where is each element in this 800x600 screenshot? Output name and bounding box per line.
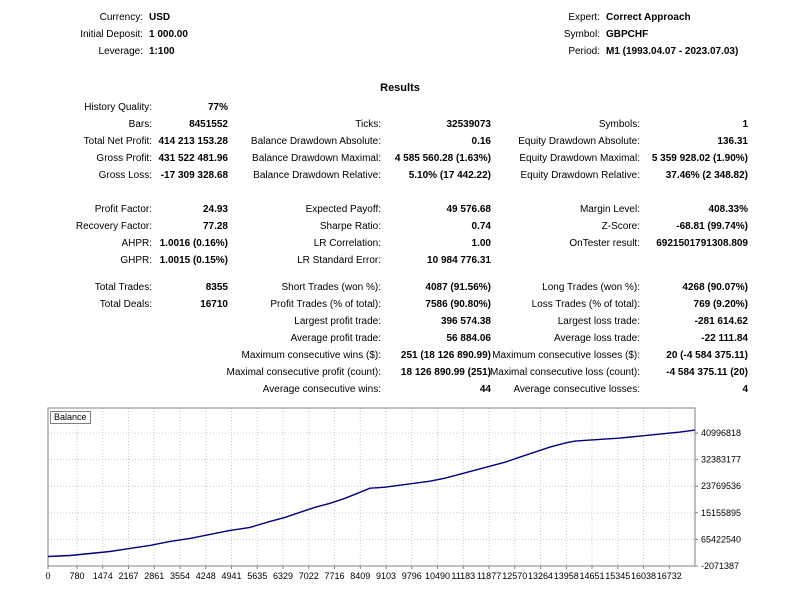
x-tick-label: 6329 bbox=[272, 571, 294, 581]
stat-label: Z-Score: bbox=[601, 221, 640, 232]
stat-label: GHPR: bbox=[120, 255, 152, 266]
stat-label: Total Net Profit: bbox=[83, 136, 152, 147]
stat-value: 77% bbox=[207, 102, 228, 113]
stat-value: 49 576.68 bbox=[446, 204, 491, 215]
x-tick-label: 16038 bbox=[631, 571, 657, 581]
stat-label: Maximal consecutive loss (count): bbox=[489, 367, 640, 378]
x-tick-label: 5635 bbox=[247, 571, 268, 581]
stat-label: Largest profit trade: bbox=[294, 316, 381, 327]
stat-value: 77.28 bbox=[202, 221, 228, 232]
stat-row bbox=[0, 116, 748, 133]
stat-label: Recovery Factor: bbox=[75, 221, 152, 232]
stat-label: Average loss trade: bbox=[554, 333, 640, 344]
stat-value: 18 126 890.99 (251) bbox=[400, 367, 491, 378]
leverage-label: Leverage: bbox=[98, 46, 143, 57]
stat-label: Profit Trades (% of total): bbox=[270, 299, 381, 310]
y-tick-label: 65422540 bbox=[701, 534, 742, 545]
stat-value: 0.16 bbox=[471, 136, 491, 147]
balance-chart bbox=[0, 400, 800, 600]
y-tick-label: 40996818 bbox=[701, 428, 742, 439]
stat-value: 32539073 bbox=[446, 119, 491, 130]
y-tick-label: -2071387 bbox=[701, 561, 740, 571]
stat-label: Bars: bbox=[128, 119, 152, 130]
stat-value: 5.10% (17 442.22) bbox=[408, 170, 491, 181]
stat-label: Balance Drawdown Maximal: bbox=[252, 153, 381, 164]
stat-row bbox=[0, 133, 748, 150]
stat-value: 37.46% (2 348.82) bbox=[665, 170, 748, 181]
stat-label: Average profit trade: bbox=[290, 333, 381, 344]
currency-label: Currency: bbox=[99, 12, 143, 23]
x-tick-label: 8409 bbox=[350, 571, 371, 581]
stat-row bbox=[0, 279, 748, 296]
stat-value: 8355 bbox=[205, 282, 228, 293]
x-tick-label: 9796 bbox=[401, 571, 422, 581]
stat-label: Equity Drawdown Absolute: bbox=[518, 136, 640, 147]
expert-value: Correct Approach bbox=[606, 12, 691, 23]
stat-label: Gross Profit: bbox=[96, 153, 152, 164]
stat-row bbox=[0, 99, 748, 116]
stat-label: Maximum consecutive wins ($): bbox=[241, 350, 381, 361]
stat-value: 5 359 928.02 (1.90%) bbox=[651, 153, 748, 164]
x-tick-label: 1474 bbox=[92, 571, 113, 581]
stat-value: 7586 (90.80%) bbox=[425, 299, 491, 310]
x-tick-label: 12570 bbox=[502, 571, 528, 581]
x-tick-label: 10490 bbox=[425, 571, 451, 581]
stat-row bbox=[0, 313, 748, 330]
stat-value: 16710 bbox=[200, 299, 228, 310]
stat-value: 8451552 bbox=[189, 119, 228, 130]
stat-value: -22 111.84 bbox=[701, 333, 748, 344]
stat-value: 4087 (91.56%) bbox=[425, 282, 491, 293]
symbol-label: Symbol: bbox=[563, 29, 600, 40]
stat-label: Margin Level: bbox=[579, 204, 640, 215]
x-tick-label: 2167 bbox=[118, 571, 139, 581]
stat-value: -17 309 328.68 bbox=[160, 170, 228, 181]
stat-label: Profit Factor: bbox=[94, 204, 152, 215]
stat-label: Symbols: bbox=[598, 119, 640, 130]
currency-value: USD bbox=[149, 12, 171, 23]
initial-deposit-label: Initial Deposit: bbox=[80, 29, 143, 40]
x-tick-label: 16732 bbox=[656, 571, 682, 581]
stat-value: -281 614.62 bbox=[694, 316, 748, 327]
expert-label: Expert: bbox=[568, 12, 600, 23]
stat-value: 1.00 bbox=[471, 238, 491, 249]
x-tick-label: 4248 bbox=[195, 571, 216, 581]
x-tick-label: 2861 bbox=[144, 571, 165, 581]
y-tick-label: 15155895 bbox=[701, 507, 742, 518]
stat-value: 136.31 bbox=[717, 136, 748, 147]
stat-value: 6921501791308.809 bbox=[656, 238, 748, 249]
stat-row bbox=[0, 347, 748, 364]
balance-chart-svg bbox=[0, 400, 800, 600]
stat-row bbox=[0, 167, 748, 184]
stat-label: Maximum consecutive losses ($): bbox=[492, 350, 640, 361]
stat-label: Maximal consecutive profit (count): bbox=[226, 367, 381, 378]
x-tick-label: 15345 bbox=[605, 571, 631, 581]
x-tick-label: 11877 bbox=[476, 571, 502, 581]
stat-label: Average consecutive losses: bbox=[513, 384, 640, 395]
stat-label: Ticks: bbox=[355, 119, 381, 130]
x-tick-label: 4941 bbox=[221, 571, 242, 581]
x-tick-label: 780 bbox=[69, 571, 85, 581]
initial-deposit-value: 1 000.00 bbox=[149, 29, 188, 40]
stat-value: 769 (9.20%) bbox=[693, 299, 748, 310]
stat-value: 1 bbox=[742, 119, 748, 130]
stat-value: 0.74 bbox=[471, 221, 491, 232]
stat-value: 1.0015 (0.15%) bbox=[159, 255, 228, 266]
stat-value: -4 584 375.11 (20) bbox=[666, 367, 748, 378]
stat-label: Long Trades (won %): bbox=[542, 282, 640, 293]
stat-label: History Quality: bbox=[84, 102, 152, 113]
stat-row bbox=[0, 296, 748, 313]
stat-label: Short Trades (won %): bbox=[281, 282, 381, 293]
stat-value: 408.33% bbox=[708, 204, 748, 215]
stat-value: 431 522 481.96 bbox=[158, 153, 228, 164]
y-tick-label: 23769536 bbox=[701, 481, 742, 492]
stat-label: Equity Drawdown Maximal: bbox=[519, 153, 640, 164]
results-title: Results bbox=[380, 82, 420, 94]
x-tick-label: 13264 bbox=[528, 571, 554, 581]
stat-label: Largest loss trade: bbox=[557, 316, 640, 327]
stat-label: Gross Loss: bbox=[98, 170, 152, 181]
stat-label: Expected Payoff: bbox=[305, 204, 381, 215]
stat-value: -68.81 (99.74%) bbox=[676, 221, 748, 232]
stat-label: Sharpe Ratio: bbox=[319, 221, 381, 232]
stat-label: OnTester result: bbox=[569, 238, 640, 249]
stat-value: 251 (18 126 890.99) bbox=[400, 350, 491, 361]
x-tick-label: 13958 bbox=[553, 571, 579, 581]
stat-value: 44 bbox=[479, 384, 491, 395]
stat-label: Total Deals: bbox=[99, 299, 152, 310]
stat-label: LR Standard Error: bbox=[297, 255, 381, 266]
stat-value: 24.93 bbox=[202, 204, 228, 215]
stat-label: Balance Drawdown Relative: bbox=[253, 170, 381, 181]
stat-row bbox=[0, 381, 748, 398]
period-value: M1 (1993.04.07 - 2023.07.03) bbox=[606, 46, 739, 57]
stat-value: 20 (-4 584 375.11) bbox=[666, 350, 748, 361]
symbol-value: GBPCHF bbox=[606, 29, 649, 40]
stat-label: Total Trades: bbox=[94, 282, 152, 293]
stat-row bbox=[0, 201, 748, 218]
x-tick-label: 7716 bbox=[324, 571, 345, 581]
stat-label: Equity Drawdown Relative: bbox=[520, 170, 640, 181]
leverage-value: 1:100 bbox=[149, 46, 175, 57]
stat-value: 1.0016 (0.16%) bbox=[159, 238, 228, 249]
stat-row bbox=[0, 235, 748, 252]
period-label: Period: bbox=[568, 46, 600, 57]
stat-row bbox=[0, 364, 748, 381]
x-tick-label: 3554 bbox=[169, 571, 190, 581]
stat-label: Balance Drawdown Absolute: bbox=[250, 136, 381, 147]
stat-label: AHPR: bbox=[121, 238, 152, 249]
stat-value: 396 574.38 bbox=[440, 316, 491, 327]
stat-row bbox=[0, 252, 748, 269]
stat-value: 56 884.06 bbox=[446, 333, 491, 344]
stat-label: Loss Trades (% of total): bbox=[531, 299, 640, 310]
stat-row bbox=[0, 150, 748, 167]
stat-label: LR Correlation: bbox=[313, 238, 381, 249]
y-tick-label: 32383177 bbox=[701, 454, 742, 465]
x-tick-label: 7022 bbox=[298, 571, 319, 581]
stat-value: 4 bbox=[742, 384, 748, 395]
stat-value: 4 585 560.28 (1.63%) bbox=[394, 153, 491, 164]
stat-value: 414 213 153.28 bbox=[158, 136, 228, 147]
x-tick-label: 0 bbox=[45, 571, 51, 581]
x-tick-label: 11183 bbox=[451, 571, 476, 581]
stat-row bbox=[0, 330, 748, 347]
stat-value: 10 984 776.31 bbox=[427, 255, 491, 266]
stat-row bbox=[0, 218, 748, 235]
stat-value: 4268 (90.07%) bbox=[682, 282, 748, 293]
x-tick-label: 9103 bbox=[376, 571, 397, 581]
x-tick-label: 14651 bbox=[579, 571, 605, 581]
stat-label: Average consecutive wins: bbox=[262, 384, 381, 395]
balance-legend: Balance bbox=[50, 411, 91, 424]
